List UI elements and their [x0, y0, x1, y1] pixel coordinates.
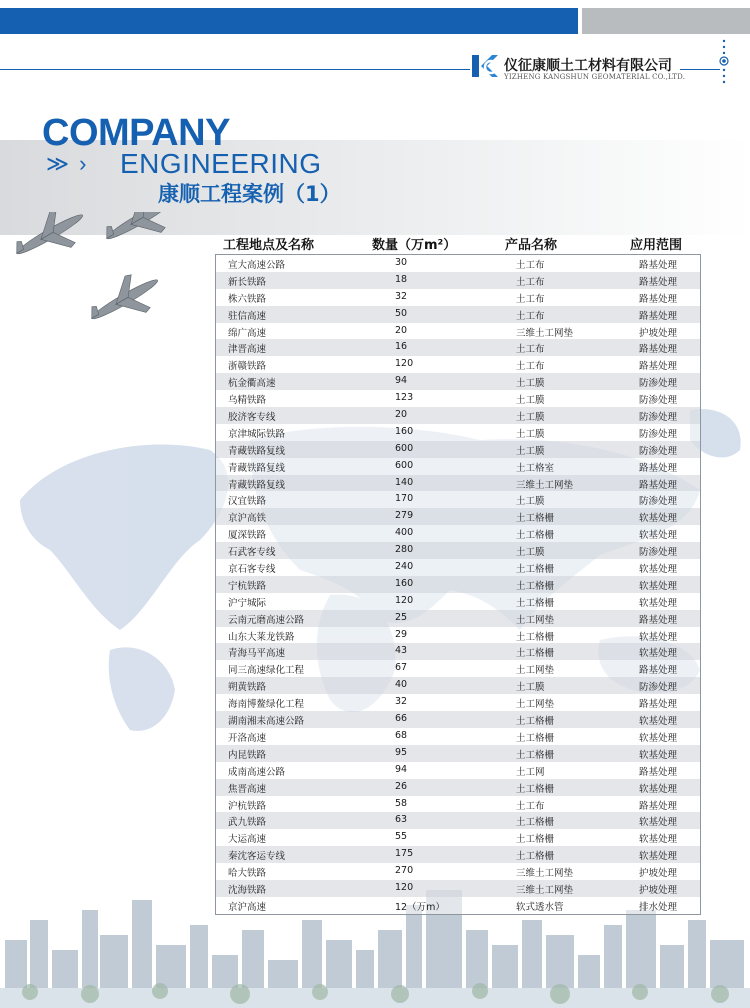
table-row [216, 745, 700, 762]
application-cell: 防渗处理 [639, 395, 678, 407]
product-cell: 土工布 [516, 800, 545, 812]
project-name-cell: 株六铁路 [228, 293, 267, 305]
quantity-cell: 94 [395, 375, 408, 387]
quantity-cell: 26 [395, 780, 408, 792]
application-cell: 路基处理 [639, 479, 678, 491]
table-row [216, 711, 700, 728]
column-header-quantity: 数量（万m²） [372, 238, 457, 253]
application-cell: 软基处理 [639, 648, 678, 660]
column-header-project: 工程地点及名称 [223, 238, 315, 253]
product-cell: 土工膜 [516, 682, 545, 694]
application-cell: 排水处理 [639, 901, 678, 913]
table-row [216, 323, 700, 340]
project-name-cell: 成南高速公路 [228, 766, 286, 778]
application-cell: 路基处理 [639, 614, 678, 626]
project-name-cell: 开洛高速 [228, 732, 267, 744]
product-cell: 三维土工网垫 [516, 479, 574, 491]
product-cell: 土工格栅 [516, 783, 555, 795]
project-name-cell: 石武客专线 [228, 547, 276, 559]
table-row [216, 880, 700, 897]
table-row [216, 424, 700, 441]
table-row [216, 812, 700, 829]
project-name-cell: 京津城际铁路 [228, 428, 286, 440]
table-row [216, 339, 700, 356]
top-bar-gray [582, 8, 750, 34]
table-row [216, 289, 700, 306]
application-cell: 防渗处理 [639, 412, 678, 424]
application-cell: 软基处理 [639, 580, 678, 592]
quantity-cell: 160 [395, 425, 414, 437]
project-name-cell: 大运高速 [228, 834, 267, 846]
quantity-cell: 30 [395, 257, 408, 268]
product-cell: 土工膜 [516, 445, 545, 457]
quantity-cell: 55 [395, 831, 408, 843]
quantity-cell: 63 [395, 814, 408, 826]
project-name-cell: 沪杭铁路 [228, 800, 267, 812]
table-row [216, 508, 700, 525]
product-cell: 土工网 [516, 766, 545, 778]
quantity-cell: 32 [395, 696, 408, 708]
table-row [216, 897, 700, 914]
airplanes-decoration [0, 212, 180, 362]
project-name-cell: 宣大高速公路 [228, 260, 286, 271]
product-cell: 土工膜 [516, 428, 545, 440]
table-row [216, 407, 700, 424]
quantity-cell: 32 [395, 290, 408, 302]
company-logo-icon [470, 52, 500, 80]
table-row [216, 373, 700, 390]
table-row [216, 863, 700, 880]
application-cell: 路基处理 [639, 766, 678, 778]
quantity-cell: 66 [395, 713, 408, 725]
product-cell: 三维土工网垫 [516, 884, 574, 896]
table-row [216, 390, 700, 407]
product-cell: 土工布 [516, 260, 545, 271]
product-cell: 土工格栅 [516, 834, 555, 846]
application-cell: 路基处理 [639, 462, 678, 474]
project-name-cell: 胶济客专线 [228, 412, 276, 424]
application-cell: 软基处理 [639, 513, 678, 525]
quantity-cell: 12（万m） [395, 901, 445, 913]
product-cell: 土工布 [516, 361, 545, 373]
quantity-cell: 120 [395, 358, 414, 370]
project-name-cell: 京石客专线 [228, 564, 276, 576]
product-cell: 土工格栅 [516, 631, 555, 643]
product-cell: 土工格栅 [516, 732, 555, 744]
quantity-cell: 600 [395, 442, 414, 454]
table-row [216, 728, 700, 745]
application-cell: 路基处理 [639, 800, 678, 812]
table-row [216, 846, 700, 863]
table-row [216, 542, 700, 559]
quantity-cell: 240 [395, 561, 414, 573]
page-title: 康顺工程案例（1） [158, 182, 341, 206]
application-cell: 软基处理 [639, 530, 678, 542]
table-row [216, 627, 700, 644]
project-name-cell: 云南元磨高速公路 [228, 614, 305, 626]
quantity-cell: 600 [395, 459, 414, 471]
project-name-cell: 新长铁路 [228, 276, 267, 288]
company-name-en: YIZHENG KANGSHUN GEOMATERIAL CO.,LTD. [504, 73, 686, 81]
product-cell: 土工网垫 [516, 614, 555, 626]
project-name-cell: 汉宜铁路 [228, 496, 267, 508]
product-cell: 三维土工网垫 [516, 327, 574, 339]
company-name-cn: 仪征康顺土工材料有限公司 [504, 58, 672, 74]
application-cell: 防渗处理 [639, 496, 678, 508]
header-dots-ornament [718, 38, 730, 88]
quantity-cell: 279 [395, 510, 414, 522]
project-name-cell: 沈海铁路 [228, 884, 267, 896]
project-name-cell: 焦晋高速 [228, 783, 267, 795]
quantity-cell: 175 [395, 848, 414, 860]
application-cell: 软基处理 [639, 749, 678, 761]
product-cell: 土工格栅 [516, 851, 555, 863]
table-row [216, 694, 700, 711]
table-row [216, 610, 700, 627]
table-row [216, 829, 700, 846]
project-name-cell: 厦深铁路 [228, 530, 267, 542]
table-row [216, 677, 700, 694]
table-row [216, 458, 700, 475]
project-name-cell: 乌精铁路 [228, 395, 267, 407]
project-name-cell: 湖南湘耒高速公路 [228, 716, 305, 728]
product-cell: 土工布 [516, 344, 545, 356]
product-cell: 土工膜 [516, 547, 545, 559]
table-row [216, 272, 700, 289]
quantity-cell: 94 [395, 763, 408, 775]
application-cell: 路基处理 [639, 361, 678, 373]
application-cell: 软基处理 [639, 783, 678, 795]
quantity-cell: 25 [395, 611, 408, 623]
application-cell: 防渗处理 [639, 547, 678, 559]
project-name-cell: 海南博鳌绿化工程 [228, 699, 305, 711]
quantity-cell: 58 [395, 797, 408, 809]
quantity-cell: 18 [395, 273, 408, 285]
application-cell: 路基处理 [639, 310, 678, 322]
table-header [215, 234, 700, 254]
project-name-cell: 青藏铁路复线 [228, 462, 286, 474]
project-name-cell: 青海马平高速 [228, 648, 286, 660]
table-row [216, 525, 700, 542]
project-name-cell: 朔黄铁路 [228, 682, 267, 694]
product-cell: 土工格栅 [516, 564, 555, 576]
application-cell: 软基处理 [639, 732, 678, 744]
table-row [216, 779, 700, 796]
table-row [216, 660, 700, 677]
project-name-cell: 内昆铁路 [228, 749, 267, 761]
application-cell: 防渗处理 [639, 445, 678, 457]
double-arrow-icon: ≫ › [46, 151, 89, 176]
header-rule [0, 69, 470, 70]
quantity-cell: 43 [395, 645, 408, 657]
application-cell: 路基处理 [639, 344, 678, 356]
quantity-cell: 16 [395, 341, 408, 353]
column-header-application: 应用范围 [630, 238, 683, 253]
quantity-cell: 400 [395, 527, 414, 539]
project-name-cell: 秦沈客运专线 [228, 851, 286, 863]
product-cell: 土工布 [516, 310, 545, 322]
quantity-cell: 170 [395, 493, 414, 505]
product-cell: 土工网垫 [516, 665, 555, 677]
quantity-cell: 20 [395, 324, 408, 336]
table-row [216, 762, 700, 779]
quantity-cell: 160 [395, 577, 414, 589]
product-cell: 土工格室 [516, 462, 555, 474]
project-name-cell: 宁杭铁路 [228, 580, 267, 592]
table-row [216, 643, 700, 660]
project-name-cell: 山东大莱龙铁路 [228, 631, 295, 643]
application-cell: 软基处理 [639, 834, 678, 846]
product-cell: 土工格栅 [516, 817, 555, 829]
application-cell: 软基处理 [639, 716, 678, 728]
application-cell: 防渗处理 [639, 378, 678, 390]
quantity-cell: 270 [395, 865, 414, 877]
application-cell: 软基处理 [639, 631, 678, 643]
project-name-cell: 青藏铁路复线 [228, 445, 286, 457]
project-name-cell: 沪宁城际 [228, 597, 267, 609]
project-name-cell: 同三高速绿化工程 [228, 665, 305, 677]
engineering-heading: ENGINEERING [120, 148, 322, 179]
table-row [216, 559, 700, 576]
quantity-cell: 95 [395, 746, 408, 758]
quantity-cell: 68 [395, 729, 408, 741]
product-cell: 土工膜 [516, 378, 545, 390]
quantity-cell: 40 [395, 679, 408, 691]
application-cell: 软基处理 [639, 851, 678, 863]
company-heading: COMPANY [42, 112, 230, 154]
quantity-cell: 50 [395, 307, 408, 319]
product-cell: 土工布 [516, 276, 545, 288]
quantity-cell: 140 [395, 476, 414, 488]
table-row [216, 441, 700, 458]
application-cell: 路基处理 [639, 293, 678, 305]
project-table [215, 254, 701, 915]
quantity-cell: 120 [395, 594, 414, 606]
application-cell: 路基处理 [639, 699, 678, 711]
table-row [216, 306, 700, 323]
product-cell: 土工格栅 [516, 597, 555, 609]
project-name-cell: 京沪高铁 [228, 513, 267, 525]
product-cell: 土工网垫 [516, 699, 555, 711]
table-row [216, 576, 700, 593]
product-cell: 土工格栅 [516, 530, 555, 542]
project-name-cell: 哈大铁路 [228, 868, 267, 880]
header-rule-right [680, 69, 720, 70]
table-row [216, 796, 700, 813]
project-name-cell: 京沪高速 [228, 901, 267, 913]
project-name-cell: 绵广高速 [228, 327, 267, 339]
product-cell: 土工膜 [516, 496, 545, 508]
quantity-cell: 20 [395, 409, 408, 421]
application-cell: 防渗处理 [639, 682, 678, 694]
application-cell: 软基处理 [639, 817, 678, 829]
application-cell: 防渗处理 [639, 428, 678, 440]
application-cell: 路基处理 [639, 260, 678, 271]
project-name-cell: 青藏铁路复线 [228, 479, 286, 491]
product-cell: 土工格栅 [516, 716, 555, 728]
quantity-cell: 29 [395, 628, 408, 640]
product-cell: 土工格栅 [516, 749, 555, 761]
project-name-cell: 浙赣铁路 [228, 361, 267, 373]
table-row [216, 593, 700, 610]
product-cell: 土工膜 [516, 412, 545, 424]
table-row [216, 475, 700, 492]
application-cell: 路基处理 [639, 276, 678, 288]
application-cell: 软基处理 [639, 564, 678, 576]
application-cell: 软基处理 [639, 597, 678, 609]
top-bar-blue [0, 8, 578, 34]
application-cell: 护坡处理 [639, 327, 678, 339]
table-row [216, 491, 700, 508]
quantity-cell: 280 [395, 544, 414, 556]
column-header-product: 产品名称 [505, 238, 558, 253]
quantity-cell: 67 [395, 662, 408, 674]
application-cell: 路基处理 [639, 665, 678, 677]
table-row [216, 356, 700, 373]
product-cell: 软式透水管 [516, 901, 564, 913]
application-cell: 护坡处理 [639, 884, 678, 896]
application-cell: 护坡处理 [639, 868, 678, 880]
quantity-cell: 123 [395, 392, 414, 404]
product-cell: 三维土工网垫 [516, 868, 574, 880]
project-name-cell: 津晋高速 [228, 344, 267, 356]
product-cell: 土工格栅 [516, 648, 555, 660]
project-name-cell: 驻信高速 [228, 310, 267, 322]
product-cell: 土工布 [516, 293, 545, 305]
table-row [216, 255, 700, 272]
project-name-cell: 武九铁路 [228, 817, 267, 829]
project-name-cell: 杭金衢高速 [228, 378, 276, 390]
product-cell: 土工格栅 [516, 513, 555, 525]
quantity-cell: 120 [395, 881, 414, 893]
product-cell: 土工格栅 [516, 580, 555, 592]
product-cell: 土工膜 [516, 395, 545, 407]
